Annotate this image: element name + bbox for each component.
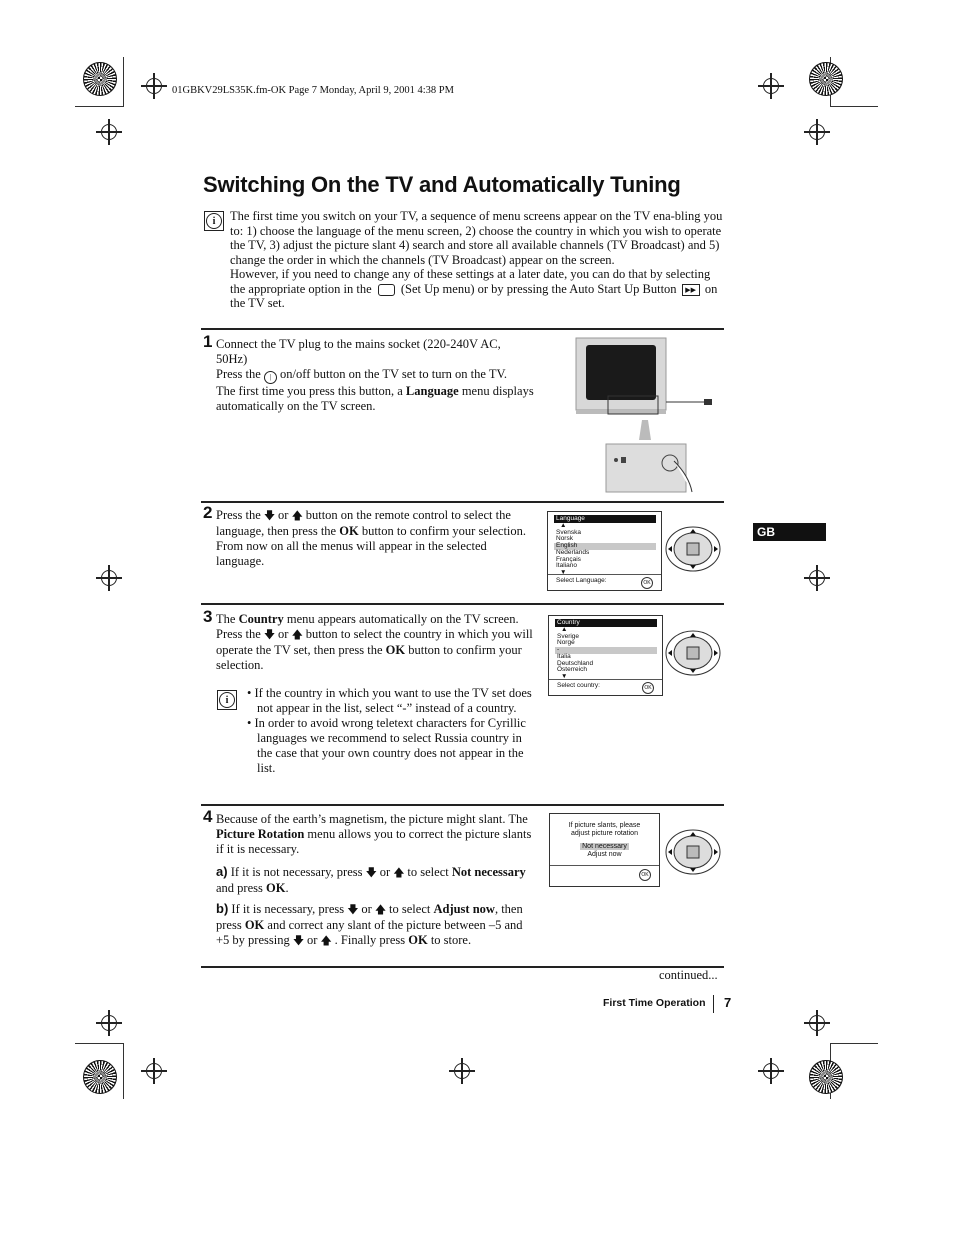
menu-item: Svenska: [556, 528, 581, 536]
file-header: 01GBKV29LS35K.fm-OK Page 7 Monday, April 9, 2001 4:38 PM: [172, 85, 454, 96]
section-divider: [201, 328, 724, 330]
menu-item: Deutschland: [557, 659, 594, 667]
auto-start-button-icon: ▶▶: [682, 284, 700, 296]
crop-mark: [830, 1043, 878, 1044]
step2-text: Press the 🡇 or 🡅 button on the remote control to select the language, then press the OK button to confirm your selection. From now on all the menus will appear in the selected language.: [216, 508, 527, 568]
note-bullet: • If the country in which you want to use the TV set does not appear in the list, select “-” instead of a country.: [247, 686, 532, 715]
registration-burst: [809, 62, 843, 96]
step4-text: Because of the earth’s magnetism, the picture might slant. The Picture Rotation menu allows you to correct the picture slants if it is necessary.: [216, 812, 532, 856]
menu-item: English: [554, 543, 656, 550]
power-icon: |: [264, 371, 277, 384]
crop-mark: [123, 57, 124, 107]
step-number: 2: [203, 503, 213, 522]
crop-mark: [830, 106, 878, 107]
registration-crosshair: [809, 1015, 825, 1031]
registration-crosshair: [763, 1063, 779, 1079]
step4-option-b: b) If it is necessary, press 🡇 or 🡅 to select Adjust now, then press OK and correct any slant of the picture between –5 and +5 by pressing 🡇 or 🡅 . Finally press OK to store.: [216, 901, 523, 947]
menu-title: Country: [555, 619, 657, 627]
registration-crosshair: [146, 1063, 162, 1079]
step3-text: The Country menu appears automatically on the TV screen. Press the 🡇 or 🡅 button to select the country in which you will operate the TV set, then press the OK button to confirm your selection.: [216, 612, 533, 672]
step-number: 3: [203, 607, 213, 626]
intro-paragraph-2: However, if you need to change any of these settings at a later date, you can do that by selecting the appropriate option in the: [230, 267, 711, 296]
registration-crosshair: [809, 570, 825, 586]
menu-title: Language: [554, 515, 656, 523]
down-arrow-icon: 🡇: [365, 867, 377, 879]
step1-text: Connect the TV plug to the mains socket (220-240V AC, 50Hz) Press the | on/off button on the TV set to turn on the TV. The first time you press this button, a Language menu displays automatically on the TV screen.: [216, 337, 534, 413]
down-arrow-icon: 🡇: [292, 935, 305, 947]
menu-item: -: [555, 647, 657, 654]
remote-dpad-icon: [665, 526, 721, 572]
setup-menu-icon: [378, 284, 395, 296]
intro-text: The first time you switch on your TV, a sequence of menu screens appear on the TV ena-bling you to: 1) choose the language of the menu screen, 2) choose the country in which you wish to operate the TV, 3) adjust the picture slant 4) search and store all available channels (TV Broadcast) and 5) change the order in which the channels (TV Broadcast) appear on the screen. However, if you need to change any of these settings at a later date, you can do that by selecting the appropriate option in the (Set Up menu) or by pressing the Auto Start Up Button ▶▶ on the TV set.: [230, 209, 723, 310]
registration-crosshair: [146, 78, 162, 94]
country-menu-screen: [548, 615, 663, 696]
section-divider: [201, 804, 724, 806]
ok-icon: OK: [642, 682, 654, 694]
up-arrow-icon: 🡅: [374, 904, 387, 916]
step-number: 1: [203, 332, 213, 351]
menu-item: Österreich: [557, 666, 587, 674]
menu-item: Italiano: [556, 562, 577, 570]
crop-mark: [75, 1043, 123, 1044]
scroll-up-icon: ▲: [560, 522, 567, 529]
remote-dpad-icon: [665, 829, 721, 875]
section-divider: [201, 603, 724, 605]
scroll-down-icon: ▼: [561, 672, 568, 680]
crop-mark: [75, 106, 123, 107]
menu-item: Italia: [557, 652, 571, 660]
step4-option-a: a) If it is not necessary, press 🡇 or 🡅 to select Not necessary and press OK.: [216, 864, 526, 895]
intro-paragraph-1: The first time you switch on your TV, a sequence of menu screens appear on the TV ena-bling you to: 1) choose the language of the menu screen, 2) choose the country in which you wish to operate the TV, 3) adjust the picture slant 4) search and store all available channels (TV Broadcast) and 5) change the order in which the channels (TV Broadcast) appear on the screen.: [230, 209, 723, 267]
registration-burst: [809, 1060, 843, 1094]
up-arrow-icon: 🡅: [393, 867, 405, 879]
language-menu-screen: [547, 511, 662, 591]
down-arrow-icon: 🡇: [347, 904, 359, 916]
info-icon: i: [204, 211, 224, 231]
selected-option: Not necessary: [582, 843, 627, 850]
menu-footer: Select Language: OK: [548, 574, 661, 588]
menu-item: Nederlands: [556, 548, 590, 556]
registration-crosshair: [809, 124, 825, 140]
language-list: [554, 530, 656, 570]
ok-icon: OK: [641, 577, 653, 589]
note-bullet: • In order to avoid wrong teletext characters for Cyrillic languages we recommend to select Russia country in the case that your own country does not appear in the list.: [247, 716, 526, 775]
menu-item: Norge: [557, 639, 575, 647]
scroll-up-icon: ▲: [561, 626, 568, 633]
footer-section: First Time Operation: [603, 997, 706, 1009]
up-arrow-icon: 🡅: [291, 510, 303, 522]
language-tab: GB: [753, 523, 826, 541]
registration-crosshair: [763, 78, 779, 94]
menu-item: Français: [556, 555, 581, 563]
section-divider: [201, 966, 724, 968]
menu-footer: Select country: OK: [549, 679, 662, 693]
registration-crosshair: [454, 1063, 470, 1079]
footer-divider: [713, 995, 714, 1013]
crop-mark: [123, 1043, 124, 1099]
down-arrow-icon: 🡇: [263, 629, 276, 641]
ok-icon: OK: [639, 869, 651, 881]
remote-dpad-icon: [665, 630, 721, 676]
registration-burst: [83, 62, 117, 96]
tv-illustration: [574, 336, 724, 496]
picture-rotation-menu-screen: If picture slants, please adjust picture rotation Not necessary Adjust now OK: [549, 813, 660, 887]
down-arrow-icon: 🡇: [263, 510, 276, 522]
step3-notes: [247, 686, 534, 776]
section-divider: [201, 501, 724, 503]
registration-crosshair: [101, 124, 117, 140]
menu-item: Norsk: [556, 535, 573, 543]
menu-item: Sverige: [557, 632, 580, 640]
registration-crosshair: [101, 1015, 117, 1031]
up-arrow-icon: 🡅: [320, 935, 332, 947]
continued-note: continued...: [659, 968, 718, 982]
registration-crosshair: [101, 570, 117, 586]
up-arrow-icon: 🡅: [291, 629, 303, 641]
scroll-down-icon: ▼: [560, 568, 567, 576]
info-icon: i: [217, 690, 237, 710]
step-number: 4: [203, 807, 213, 826]
page-number: 7: [724, 995, 732, 1010]
page-title: Switching On the TV and Automatically Tuning: [203, 172, 681, 197]
country-list: [555, 634, 657, 674]
registration-burst: [83, 1060, 117, 1094]
